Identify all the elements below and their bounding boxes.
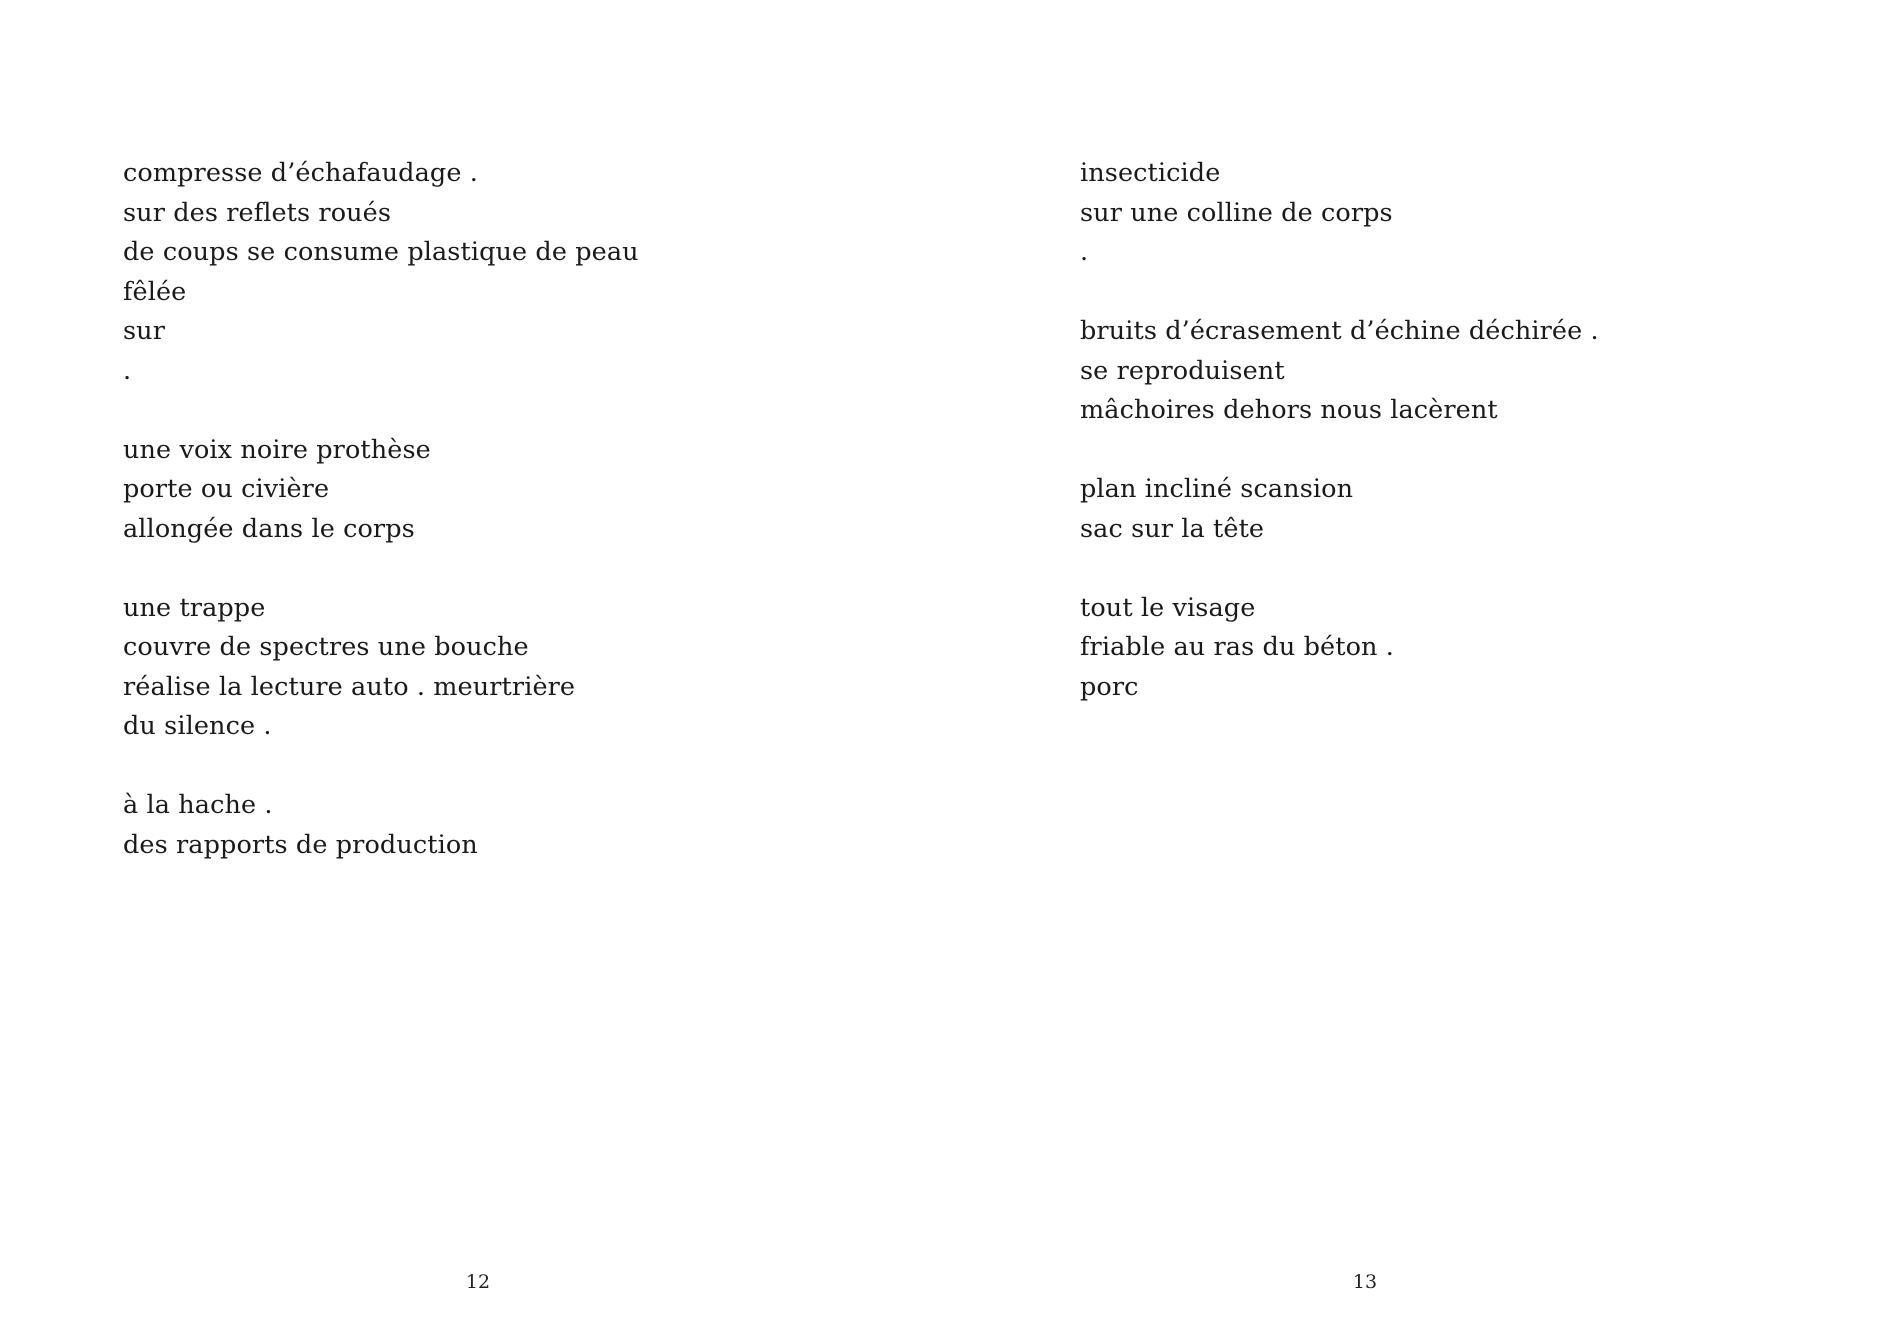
stanza (1080, 589, 1599, 708)
stanza (1080, 154, 1599, 273)
poem-text (123, 154, 639, 865)
page-number: 13 (1352, 1271, 1378, 1293)
poem-line: réalise la lecture auto . meurtrière (123, 671, 576, 702)
poem-line: du silence . (123, 711, 272, 741)
poem-line: bruits d’écrasement d’échine déchirée . (1080, 316, 1599, 346)
poem-line: fêlée (123, 276, 187, 307)
poem-line: plan incliné scansion (1080, 474, 1354, 504)
poem-line: sac sur la tête (1080, 513, 1265, 544)
poem-line: une voix noire prothèse (123, 434, 431, 465)
poem-line: à la hache . (123, 790, 273, 820)
stanza (123, 154, 639, 391)
page-number: 12 (465, 1271, 491, 1293)
poem-line: porte ou civière (123, 474, 330, 504)
stanza (123, 589, 639, 747)
poem-line: mâchoires dehors nous lacèrent (1080, 395, 1498, 425)
poem-line: insecticide (1080, 158, 1221, 188)
stanza (123, 431, 639, 550)
stanza (123, 786, 639, 865)
poem-line: une trappe (123, 592, 266, 623)
poem-line: porc (1080, 671, 1139, 702)
stanza (1080, 470, 1599, 549)
poem-line: sur des reflets roués (123, 197, 392, 228)
poem-text (1080, 154, 1599, 707)
poem-line: compresse d’échafaudage . (123, 158, 478, 188)
stanza (1080, 312, 1599, 431)
poem-line: couvre de spectres une bouche (123, 632, 529, 662)
poem-line: se reproduisent (1080, 355, 1285, 386)
right-page (945, 0, 1890, 1339)
poem-line: des rapports de production (123, 829, 478, 860)
poem-line: . (123, 355, 132, 386)
poem-line: friable au ras du béton . (1080, 632, 1394, 662)
poem-line: sur une colline de corps (1080, 197, 1393, 228)
poem-line: sur (123, 316, 165, 346)
poem-line: allongée dans le corps (123, 513, 415, 544)
poem-line: tout le visage (1080, 592, 1256, 623)
poem-line: de coups se consume plastique de peau (123, 237, 639, 267)
poem-line: . (1080, 237, 1089, 267)
